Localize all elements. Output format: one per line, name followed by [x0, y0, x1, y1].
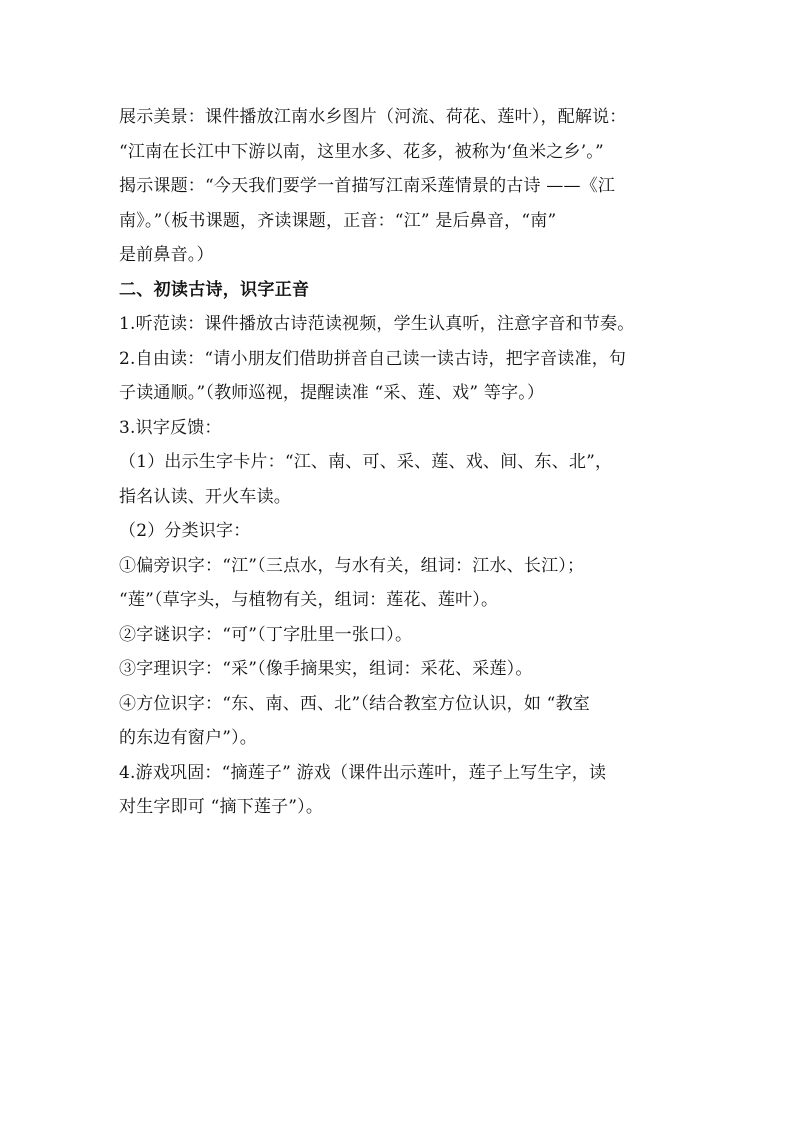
substep-1-character-cards-continued: 指名认读、开火车读。: [119, 486, 291, 507]
direction-literacy-item: ④方位识字：“东、南、西、北”（结合教室方位认识，如 “教室: [119, 693, 590, 714]
document-body: [119, 103, 689, 828]
paragraph-line-show-scenery: 展示美景：课件播放江南水乡图片（河流、荷花、莲叶），配解说：: [119, 107, 627, 127]
substep-1-character-cards: （1）出示生字卡片：“江、南、可、采、莲、戏、间、东、北”，: [119, 452, 613, 472]
step-4-game-consolidation: 4.游戏巩固：“摘莲子” 游戏（课件出示莲叶，莲子上写生字，读: [119, 762, 607, 783]
direction-literacy-item-continued: 的东边有窗户”）。: [119, 728, 257, 748]
substep-2-categorized-literacy: （2）分类识字：: [119, 521, 251, 541]
riddle-literacy-item: ②字谜识字：“可”（丁字肚里一张口）。: [119, 624, 413, 645]
step-3-character-feedback: 3.识字反馈：: [119, 417, 222, 438]
step-2-free-reading-continued: 子读通顺。”（教师巡视，提醒读准 “采、莲、戏” 等字。）: [119, 383, 545, 403]
section-heading-first-reading: 二、初读古诗，识字正音: [119, 279, 310, 300]
step-4-game-consolidation-continued: 对生字即可 “摘下莲子”）。: [119, 797, 324, 817]
paragraph-line-reveal-topic-continued: 南》。”（板书课题，齐读课题，正音：“江” 是后鼻音，“南”: [119, 210, 557, 231]
paragraph-line-reveal-topic-end: 是前鼻音。）: [119, 245, 214, 265]
step-1-listen-model-reading: 1.听范读：课件播放古诗范读视频，学生认真听，注意字音和节奏。: [119, 314, 635, 334]
paragraph-line-reveal-topic: 揭示课题：“今天我们要学一首描写江南采莲情景的古诗 ——《江: [119, 176, 616, 196]
radical-literacy-item: ①偏旁识字：“江”（三点水，与水有关，组词：江水、长江）；: [119, 555, 585, 576]
paragraph-line-jiangnan-quote: “江南在长江中下游以南，这里水多、花多，被称为‘鱼米之乡’。”: [119, 141, 604, 162]
character-logic-literacy-item: ③字理识字：“采”（像手摘果实，组词：采花、采莲）。: [119, 659, 533, 679]
step-2-free-reading: 2.自由读：“请小朋友们借助拼音自己读一读古诗，把字音读准，句: [119, 348, 627, 369]
radical-literacy-item-continued: “莲”（草字头，与植物有关，组词：莲花、莲叶）。: [119, 590, 499, 610]
